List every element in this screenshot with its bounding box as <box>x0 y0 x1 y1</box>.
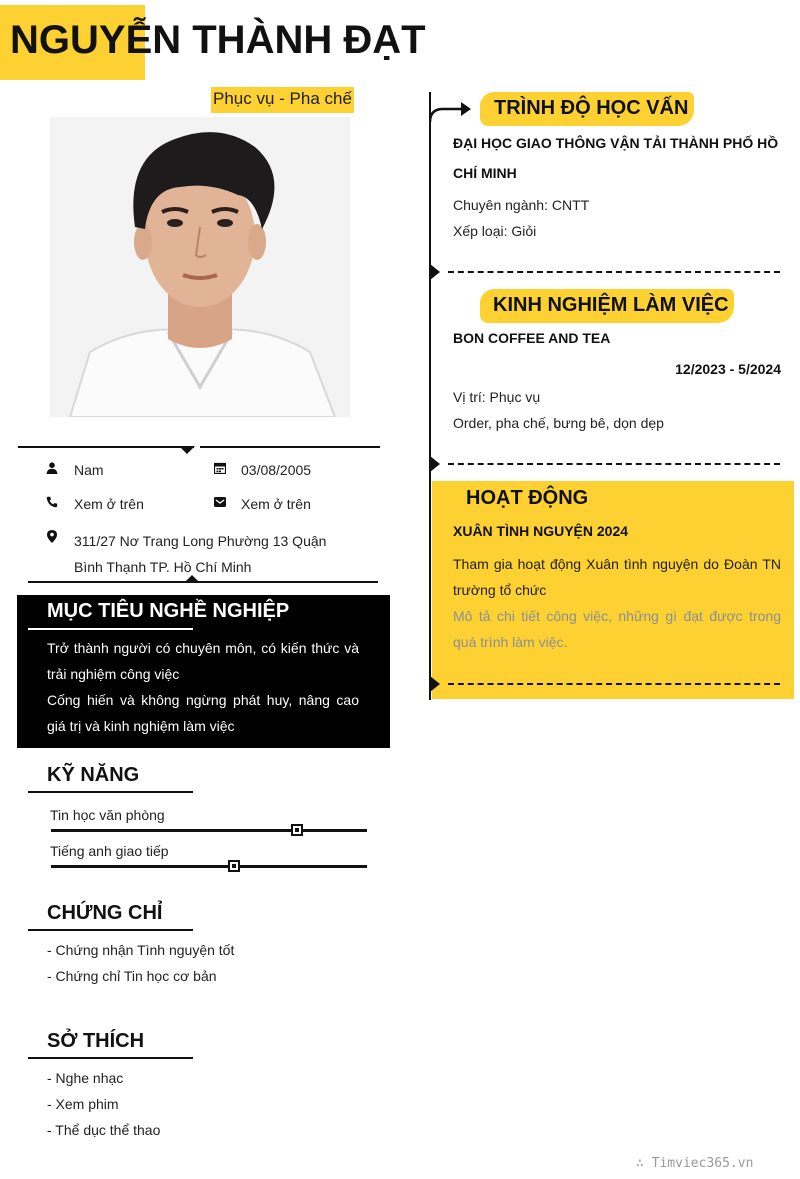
certificates-title: CHỨNG CHỈ <box>47 902 163 924</box>
divider-arrow-up-icon <box>184 575 200 583</box>
skill-name: Tiếng anh giao tiếp <box>50 843 169 859</box>
section-divider <box>448 463 780 465</box>
hobbies-list <box>47 1065 160 1143</box>
timeline-arrow-icon <box>429 98 473 124</box>
phone-value: Xem ở trên <box>74 496 144 512</box>
education-rank: Xếp loại: Giỏi <box>453 223 537 239</box>
experience-duties: Order, pha chế, bưng bê, dọn dẹp <box>453 415 664 431</box>
experience-title: KINH NGHIỆM LÀM VIỆC <box>493 294 729 316</box>
objective-line: Cống hiến và không ngừng phát huy, nâng cao giá trị và kinh nghiệm làm việc <box>47 692 359 734</box>
certificates-list <box>47 937 234 989</box>
objective-text <box>47 635 359 739</box>
calendar-icon <box>213 462 227 476</box>
divider-arrow-down-icon <box>179 446 195 454</box>
objective-line: Trở thành người có chuyên môn, có kiến thức và trải nghiệm công việc <box>47 640 359 682</box>
objective-title-underline <box>28 628 193 630</box>
activities-title: HOẠT ĐỘNG <box>466 487 589 509</box>
birthday-value: 03/08/2005 <box>241 462 312 478</box>
job-title: Phục vụ - Pha chế <box>211 87 354 113</box>
skill-level-knob <box>291 824 303 836</box>
profile-photo <box>50 117 350 417</box>
hobbies-title: SỞ THÍCH <box>47 1030 145 1052</box>
address-value: 311/27 Nơ Trang Long Phường 13 Quận Bình Thạnh TP. Hồ Chí Minh <box>74 533 327 575</box>
contact-top-divider-left <box>18 446 194 448</box>
contact-top-divider-right <box>200 446 380 448</box>
email-value: Xem ở trên <box>241 496 311 512</box>
activity-description: Tham gia hoạt động Xuân tình nguyện do Đoàn TN trường tổ chức <box>453 556 781 598</box>
hobbies-title-underline <box>28 1057 193 1059</box>
skills-title-underline <box>28 791 193 793</box>
list-item: - Xem phim <box>47 1096 119 1112</box>
watermark: ∴ Timviec365.vn <box>636 1156 754 1171</box>
user-icon <box>45 462 59 476</box>
list-item: - Chứng nhận Tình nguyện tốt <box>47 942 235 958</box>
experience-period: 12/2023 - 5/2024 <box>675 361 781 377</box>
certificates-title-underline <box>28 929 193 931</box>
timeline-marker-icon <box>430 676 440 692</box>
activity-hint: Mô tả chi tiết công việc, những gì đạt được trong quá trình làm việc. <box>453 608 781 650</box>
experience-position: Vị trí: Phục vụ <box>453 389 541 405</box>
activity-name: XUÂN TÌNH NGUYỆN 2024 <box>453 523 629 539</box>
candidate-name: NGUYỄN THÀNH ĐẠT <box>10 18 426 62</box>
education-major: Chuyên ngành: CNTT <box>453 197 590 213</box>
skill-bar <box>51 865 367 868</box>
objective-title: MỤC TIÊU NGHỀ NGHIỆP <box>47 600 290 622</box>
skill-name: Tin học văn phòng <box>50 807 165 823</box>
skills-title: KỸ NĂNG <box>47 764 140 786</box>
timeline-line <box>429 92 431 700</box>
list-item: - Thể dục thể thao <box>47 1122 161 1138</box>
phone-icon <box>45 496 59 510</box>
contact-bottom-divider <box>28 581 378 583</box>
education-title: TRÌNH ĐỘ HỌC VẤN <box>494 97 689 119</box>
timeline-marker-icon <box>430 456 440 472</box>
skill-level-knob <box>228 860 240 872</box>
envelope-icon <box>213 496 227 510</box>
list-item: - Chứng chỉ Tin học cơ bản <box>47 968 217 984</box>
school-name: ĐẠI HỌC GIAO THÔNG VẬN TẢI THÀNH PHỐ HỒ CHÍ MINH <box>453 135 779 181</box>
section-divider <box>448 271 780 273</box>
section-divider <box>448 683 780 685</box>
company-name: BON COFFEE AND TEA <box>453 330 611 346</box>
portrait-image <box>50 117 350 417</box>
skill-bar <box>51 829 367 832</box>
list-item: - Nghe nhạc <box>47 1070 124 1086</box>
map-pin-icon <box>45 530 59 544</box>
timeline-marker-icon <box>430 264 440 280</box>
gender-value: Nam <box>74 462 104 478</box>
